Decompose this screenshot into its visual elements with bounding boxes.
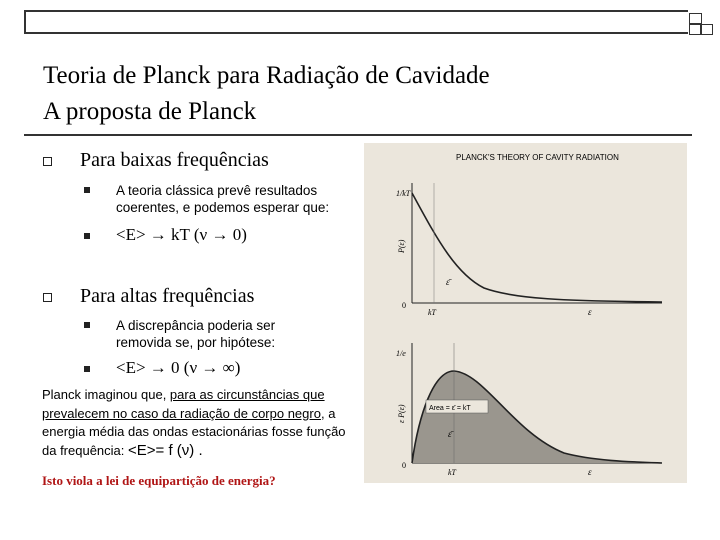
top-origin: 0: [402, 301, 406, 310]
sub-bullet-classical-theory: A teoria clássica prevê resultados coerentes, e podemos esperar que:: [116, 183, 330, 215]
formula-low-frequency: <E> → kT (ν → 0): [116, 225, 247, 244]
planck-figure-svg: [364, 143, 687, 483]
slide-title: Teoria de Planck para Radiação de Cavidade: [43, 62, 490, 89]
top-mean-label: ε̄: [446, 277, 450, 287]
equipartition-question: Isto viola a lei de equipartição de energia?: [42, 473, 276, 488]
top-xtick: kT: [428, 308, 436, 317]
planck-figure: [364, 143, 687, 483]
slide-frame-top: [24, 10, 688, 34]
bottom-ylabel: ε P(ε): [397, 404, 406, 423]
bottom-x-label: ε: [588, 467, 592, 477]
planck-paragraph: [42, 386, 352, 460]
paragraph-formula: <E>= f (ν) .: [128, 441, 203, 459]
hollow-square-bullet-icon: [43, 293, 52, 302]
area-label: Area = ε̄ = kT: [429, 405, 471, 412]
top-x-label: ε: [588, 307, 592, 317]
filled-square-bullet-icon: [84, 322, 90, 328]
bottom-area-fill: [412, 371, 662, 463]
title-divider: [24, 134, 692, 136]
bottom-ytick: 1/e: [396, 349, 406, 358]
top-ytick: 1/kT: [396, 189, 411, 198]
bullet-high-frequencies: Para altas frequências: [80, 285, 255, 307]
corner-square-3: [700, 24, 713, 35]
paragraph-part-3: , a energia média das ondas estacionárias fosse função da frequência:: [42, 405, 346, 458]
sub-bullet-discrepancy: A discrepância poderia ser removida se, por hipótese:: [116, 318, 276, 350]
figure-header: PLANCK'S THEORY OF CAVITY RADIATION: [456, 153, 619, 162]
bottom-mean-label: ε̄: [448, 429, 452, 439]
formula-high-frequency: <E> → 0 (ν → ∞): [116, 358, 241, 377]
bottom-origin: 0: [402, 461, 406, 470]
filled-square-bullet-icon: [84, 187, 90, 193]
bottom-graph: [396, 343, 662, 477]
corner-square-1: [689, 13, 702, 24]
filled-square-bullet-icon: [84, 233, 90, 239]
bullet-low-frequencies: Para baixas frequências: [80, 149, 269, 171]
paragraph-part-1: Planck imaginou que,: [42, 387, 170, 402]
top-ylabel: P(ε): [397, 239, 406, 253]
bottom-xtick: kT: [448, 468, 456, 477]
paragraph-underlined-part: para as circunstâncias que prevalecem no caso da radiação de corpo negro: [42, 387, 325, 421]
hollow-square-bullet-icon: [43, 157, 52, 166]
slide-subtitle: A proposta de Planck: [43, 98, 257, 125]
filled-square-bullet-icon: [84, 366, 90, 372]
top-graph: [396, 183, 662, 317]
